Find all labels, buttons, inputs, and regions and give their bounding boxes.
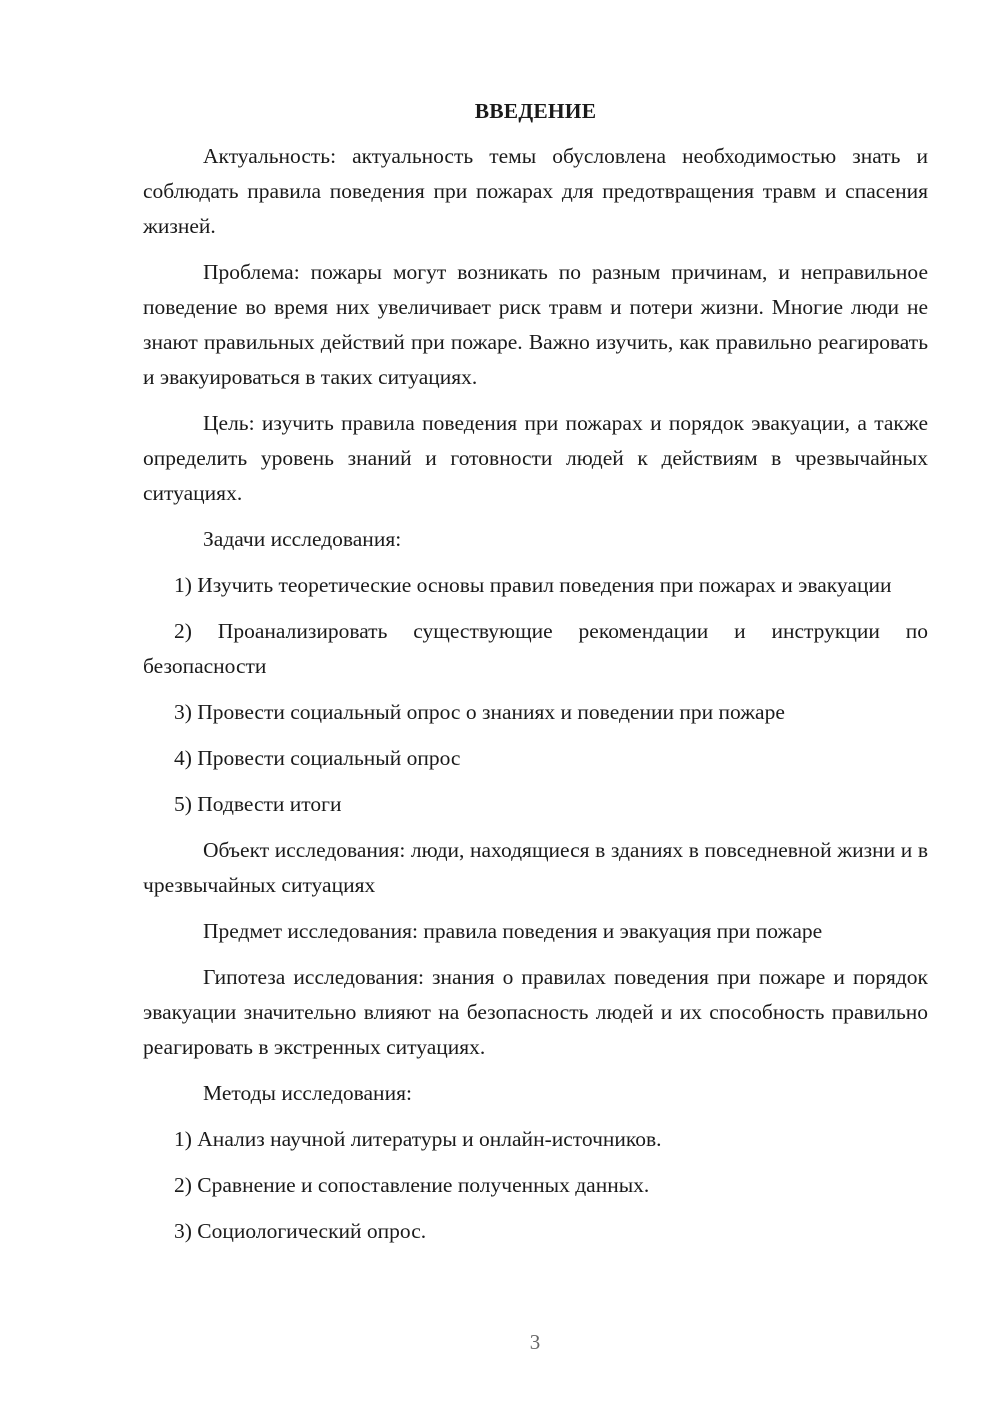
goal-paragraph: Цель: изучить правила поведения при пожарах и порядок эвакуации, а также определить уровень знаний и готовности людей к действиям в чрезвычайных ситуациях. xyxy=(143,411,928,505)
method-item-3: 3) Социологический опрос. xyxy=(174,1219,427,1243)
problem-paragraph: Проблема: пожары могут возникать по разным причинам, и неправильное поведение во время них увеличивает риск травм и потери жизни. Многие люди не знают правильных действий при пожаре. Важно изучить, как правильно реагировать и эвакуироваться в таких ситуациях. xyxy=(143,260,928,389)
relevance-paragraph: Актуальность: актуальность темы обусловлена необходимостью знать и соблюдать правила поведения при пожарах для предотвращения травм и спасения жизней. xyxy=(143,144,928,238)
methods-heading: Методы исследования: xyxy=(203,1081,412,1105)
page-number: 3 xyxy=(529,1330,541,1354)
method-item-1: 1) Анализ научной литературы и онлайн-источников. xyxy=(174,1127,662,1151)
task-item-3: 3) Провести социальный опрос о знаниях и поведении при пожаре xyxy=(174,700,785,724)
method-item-2: 2) Сравнение и сопоставление полученных данных. xyxy=(174,1173,650,1197)
hypothesis-paragraph: Гипотеза исследования: знания о правилах поведения при пожаре и порядок эвакуации значительно влияют на безопасность людей и их способность правильно реагировать в экстренных ситуациях. xyxy=(143,965,928,1059)
document-title: ВВЕДЕНИЕ xyxy=(474,99,597,123)
subject-paragraph: Предмет исследования: правила поведения и эвакуация при пожаре xyxy=(203,919,823,943)
document-page xyxy=(143,94,928,1260)
task-item-5: 5) Подвести итоги xyxy=(174,792,342,816)
tasks-heading: Задачи исследования: xyxy=(203,527,402,551)
task-item-2: 2) Проанализировать существующие рекомендации и инструкции по безопасности xyxy=(143,619,928,678)
task-item-1: 1) Изучить теоретические основы правил поведения при пожарах и эвакуации xyxy=(174,573,892,597)
task-item-4: 4) Провести социальный опрос xyxy=(174,746,461,770)
object-paragraph: Объект исследования: люди, находящиеся в зданиях в повседневной жизни и в чрезвычайных ситуациях xyxy=(143,838,928,897)
